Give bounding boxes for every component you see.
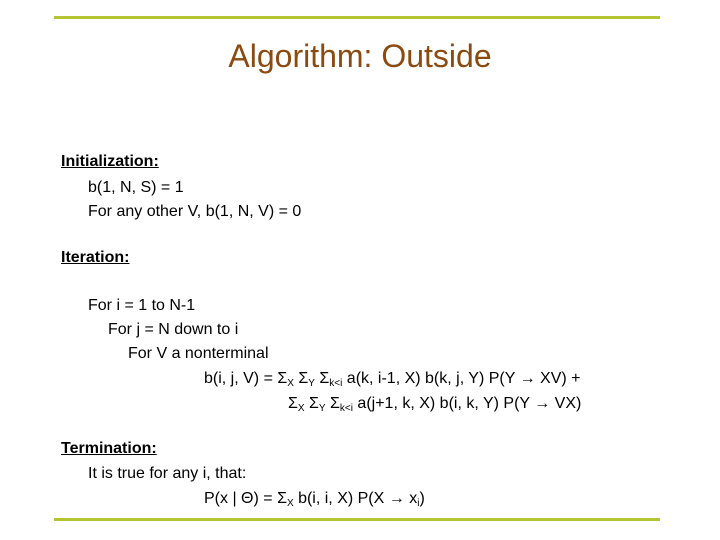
top-rule bbox=[54, 16, 660, 19]
iteration-heading: Iteration: bbox=[61, 249, 130, 266]
eq1-lhs: b(i, j, V) = bbox=[204, 370, 278, 387]
sum-subscript-k: k<i bbox=[339, 403, 353, 414]
eq1-term: a(k, i-1, X) b(k, j, Y) P(Y → XV) + bbox=[342, 370, 581, 387]
sum-symbol: Σ bbox=[319, 370, 330, 387]
term-close: ) bbox=[419, 490, 425, 507]
term-body: b(i, i, X) P(X → x bbox=[293, 490, 418, 507]
sum-symbol: Σ bbox=[298, 370, 309, 387]
sum-subscript-x: X bbox=[286, 498, 294, 509]
sum-symbol: Σ bbox=[277, 490, 287, 507]
sum-symbol: Σ bbox=[330, 395, 340, 412]
termination-equation bbox=[204, 489, 425, 509]
sum-subscript-y: Y bbox=[308, 378, 315, 389]
termination-heading: Termination: bbox=[61, 440, 157, 457]
sum-subscript-x: X bbox=[297, 403, 305, 414]
initialization-heading: Initialization: bbox=[61, 153, 159, 170]
bottom-rule bbox=[54, 518, 660, 521]
eq2-term: a(j+1, k, X) b(i, k, Y) P(Y → VX) bbox=[352, 395, 582, 412]
loop-v: For V a nonterminal bbox=[128, 345, 269, 362]
sum-subscript-x: X bbox=[287, 378, 294, 389]
loop-j: For j = N down to i bbox=[108, 321, 239, 338]
init-line-1: b(1, N, S) = 1 bbox=[88, 179, 184, 196]
init-line-2: For any other V, b(1, N, V) = 0 bbox=[88, 203, 302, 220]
sum-symbol: Σ bbox=[277, 370, 288, 387]
slide-title: Algorithm: Outside bbox=[228, 38, 492, 74]
sum-subscript-k: k<i bbox=[329, 378, 343, 389]
sum-subscript-y: Y bbox=[318, 403, 326, 414]
term-lhs: P(x | Θ) = bbox=[204, 490, 278, 507]
iteration-equation-1 bbox=[204, 369, 580, 389]
subscript-i: i bbox=[417, 498, 420, 509]
termination-line-1: It is true for any i, that: bbox=[88, 465, 247, 482]
sum-symbol: Σ bbox=[288, 395, 298, 412]
iteration-equation-2 bbox=[288, 394, 581, 414]
loop-i: For i = 1 to N-1 bbox=[88, 297, 196, 314]
sum-symbol: Σ bbox=[309, 395, 319, 412]
